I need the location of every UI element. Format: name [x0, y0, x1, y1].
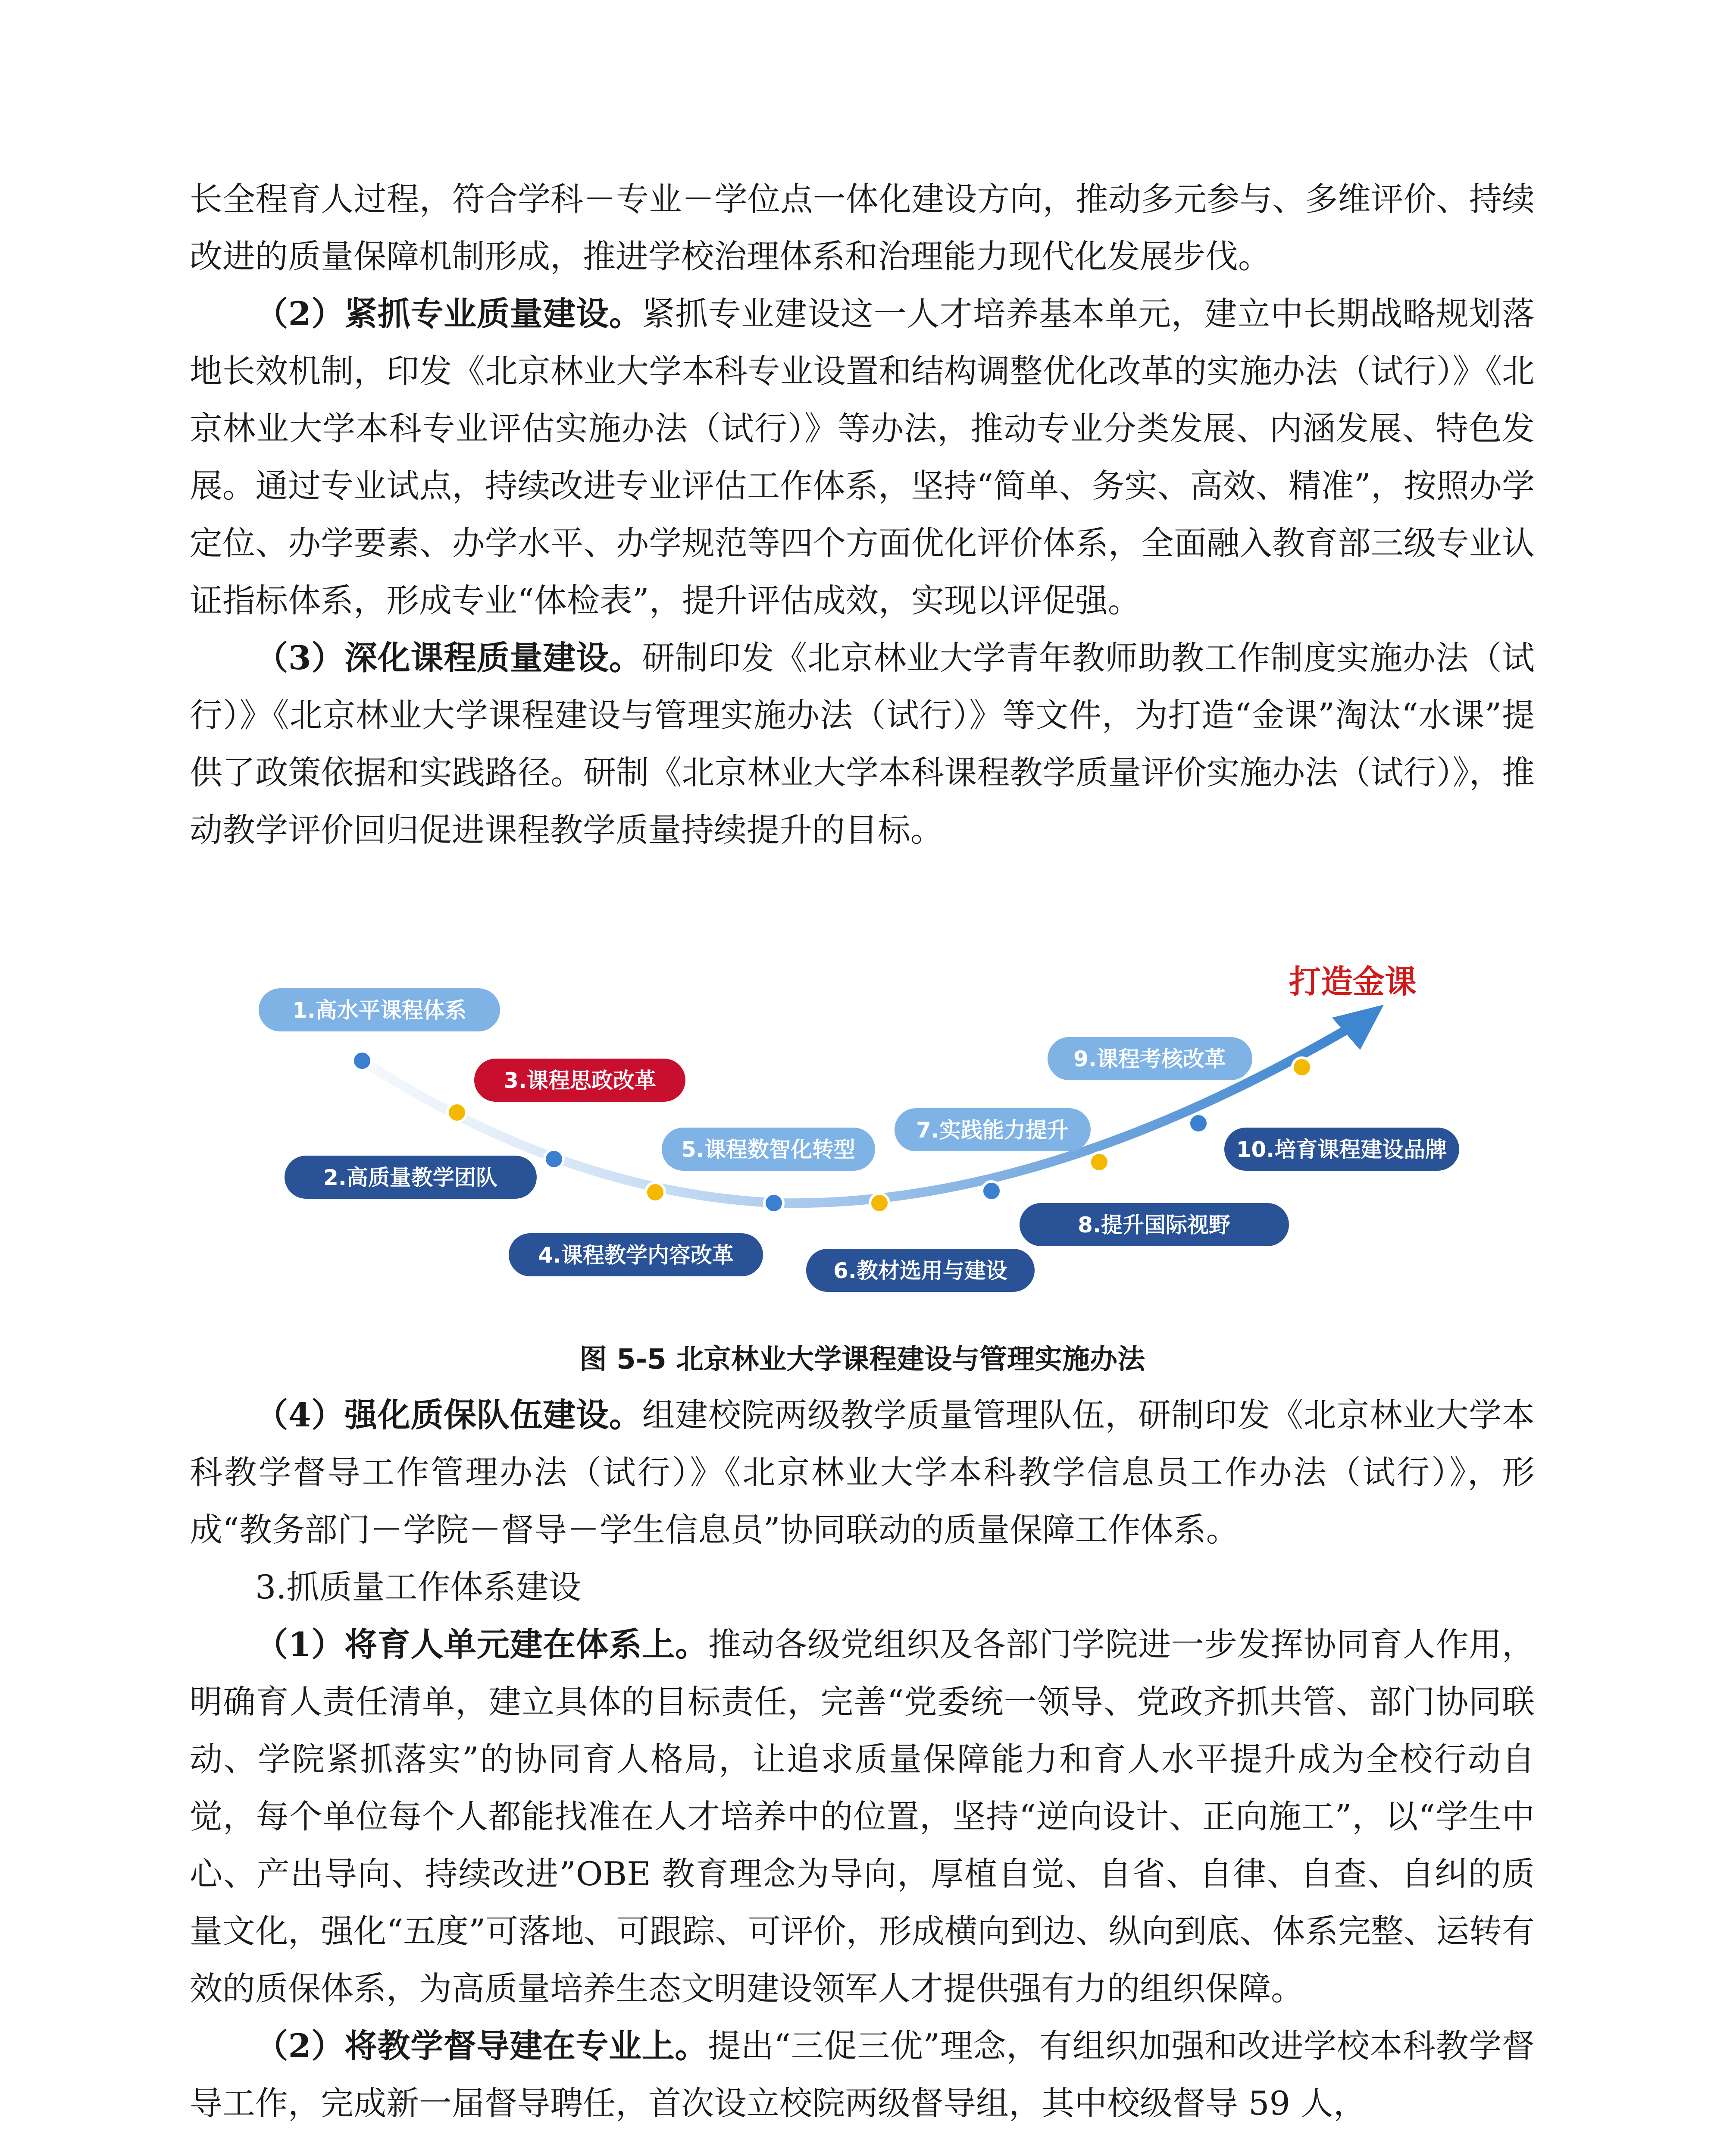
- paragraph-lead: （4）强化质保队伍建设。: [255, 1396, 642, 1434]
- paragraph-lead: （3）深化课程质量建设。: [255, 639, 642, 677]
- item-pill: [1048, 1037, 1252, 1080]
- curve-dot: [870, 1194, 889, 1213]
- text-block-top: [190, 170, 1535, 859]
- paragraph-lead: （2）将教学督导建在专业上。: [255, 2027, 708, 2065]
- curve-dot: [544, 1150, 563, 1169]
- curve-dot: [447, 1103, 466, 1122]
- item-pill: [1020, 1203, 1289, 1246]
- arrow-head-icon: [1332, 1005, 1384, 1050]
- item-label: 5.课程数智化转型: [681, 1137, 855, 1162]
- item-label: 10.培育课程建设品牌: [1236, 1137, 1447, 1162]
- paragraph-text: 推动各级党组织及各部门学院进一步发挥协同育人作用，明确育人责任清单，建立具体的目标责任，完善“党委统一领导、党政齐抓共管、部门协同联动、学院紧抓落实”的协同育人格局，让追求质量保障能力和育人水平提升成为全校行动自觉，每个单位每个人都能找准在人才培养中的位置，坚持“逆向设计、正向施工”，以“学生中心、产出导向、持续改进”OBE 教育理念为导向，厚植自觉、自省、自律、自查、自纠的质量文化，强化“五度”可落地、可跟踪、可评价，形成横向到边、纵向到底、体系完整、运转有效的质保体系，为高质量培养生态文明建设领军人才提供强有力的组织保障。: [190, 1625, 1535, 2008]
- paragraph-major-quality: [190, 285, 1535, 629]
- item-label: 8.提升国际视野: [1078, 1213, 1230, 1238]
- item-pill: [474, 1059, 685, 1102]
- paragraph-qa-team: [190, 1386, 1535, 1558]
- item-pill: [1224, 1128, 1459, 1171]
- paragraph-education-unit: [190, 1616, 1535, 2017]
- paragraph-lead: （1）将育人单元建在体系上。: [255, 1625, 708, 1664]
- paragraph-text: 组建校院两级教学质量管理队伍，研制印发《北京林业大学本科教学督导工作管理办法（试行）》《北京林业大学本科教学信息员工作办法（试行）》，形成“教务部门－学院－督导－学生信息员”协同联动的质量保障工作体系。: [190, 1396, 1535, 1549]
- item-pill: [285, 1156, 537, 1199]
- curve-dot: [353, 1051, 372, 1070]
- figure-golden-course-diagram: [241, 953, 1526, 1324]
- item-label: 6.教材选用与建设: [833, 1258, 1007, 1283]
- item-pill: [259, 988, 500, 1031]
- paragraph-text: 研制印发《北京林业大学青年教师助教工作制度实施办法（试行）》《北京林业大学课程建设与管理实施办法（试行）》等文件，为打造“金课”淘汰“水课”提供了政策依据和实践路径。研制《北京林业大学本科课程教学质量评价实施办法（试行）》，推动教学评价回归促进课程教学质量持续提升的目标。: [190, 639, 1535, 849]
- goal-label: 打造金课: [1289, 963, 1417, 1000]
- curve-dot: [646, 1183, 665, 1202]
- item-pill: [662, 1128, 875, 1171]
- diagram-svg: [241, 953, 1526, 1324]
- paragraph-text: 紧抓专业建设这一人才培养基本单元，建立中长期战略规划落地长效机制，印发《北京林业大学本科专业设置和结构调整优化改革的实施办法（试行）》《北京林业大学本科专业评估实施办法（试行）》等办法，推动专业分类发展、内涵发展、特色发展。通过专业试点，持续改进专业评估工作体系，坚持“简单、务实、高效、精准”，按照办学定位、办学要素、办学水平、办学规范等四个方面优化评价体系，全面融入教育部三级专业认证指标体系，形成专业“体检表”，提升评估成效，实现以评促强。: [190, 295, 1535, 620]
- item-label: 3.课程思政改革: [504, 1068, 656, 1093]
- paragraph-continuation: [190, 170, 1535, 285]
- paragraph-teaching-supervision: [190, 2017, 1535, 2132]
- item-pill: [895, 1108, 1091, 1151]
- curve-dot: [982, 1181, 1001, 1200]
- curve-dot: [764, 1194, 783, 1213]
- item-label: 9.课程考核改革: [1073, 1047, 1226, 1072]
- curve-dot: [1090, 1153, 1109, 1172]
- item-pill: [509, 1233, 763, 1276]
- curve-dot: [1292, 1058, 1311, 1077]
- paragraph-text: 提出“三促三优”理念，有组织加强和改进学校本科教学督导工作，完成新一届督导聘任，首次设立校院两级督导组，其中校级督导 59 人，: [190, 2027, 1535, 2122]
- item-label: 4.课程教学内容改革: [538, 1243, 734, 1268]
- item-label: 7.实践能力提升: [916, 1118, 1069, 1143]
- figure-caption: 图 5-5 北京林业大学课程建设与管理实施办法: [579, 1344, 1145, 1376]
- paragraph-course-quality: [190, 629, 1535, 859]
- item-label: 1.高水平课程体系: [292, 998, 466, 1023]
- paragraph-lead: （2）紧抓专业质量建设。: [255, 295, 642, 333]
- item-pill: [806, 1249, 1035, 1292]
- text-block-bottom: [190, 1386, 1535, 2132]
- paragraph-text: 长全程育人过程，符合学科－专业－学位点一体化建设方向，推动多元参与、多维评价、持续改进的质量保障机制形成，推进学校治理体系和治理能力现代化发展步伐。: [190, 180, 1535, 276]
- item-label: 2.高质量教学团队: [323, 1165, 497, 1190]
- section-heading: 3.抓质量工作体系建设: [255, 1568, 582, 1606]
- curve-dot: [1189, 1114, 1208, 1133]
